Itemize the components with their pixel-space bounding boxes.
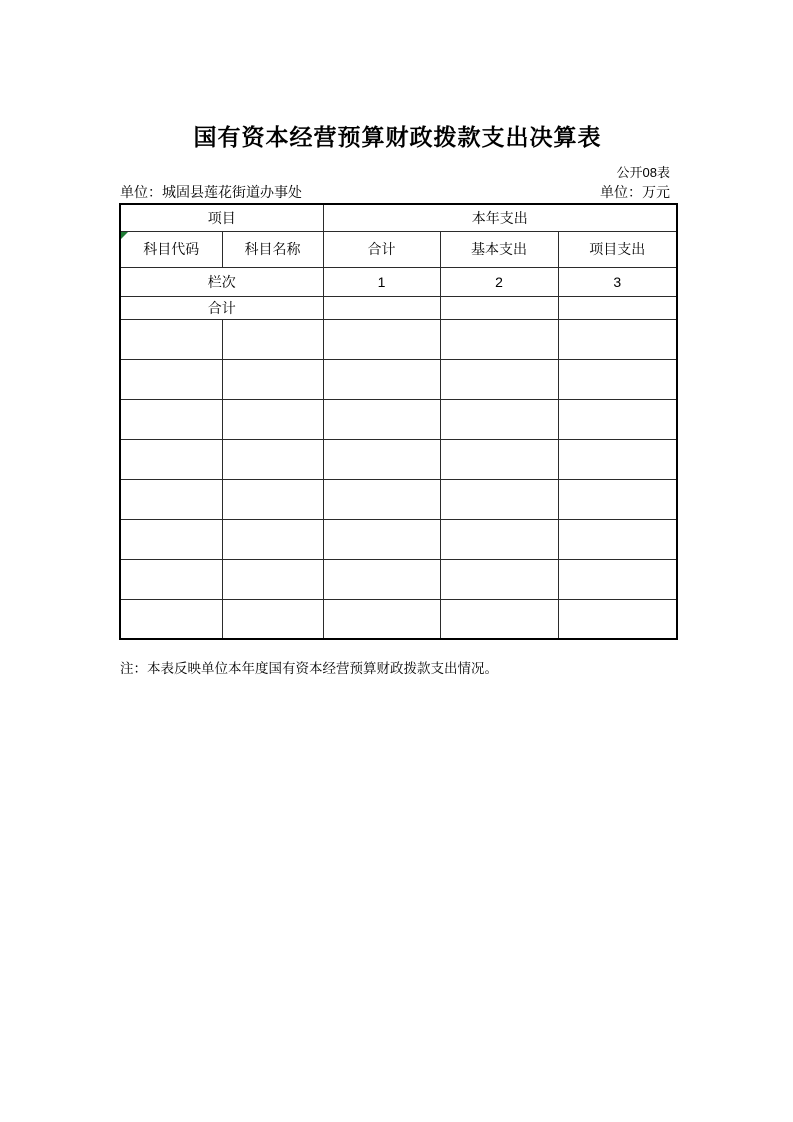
empty-data-row: [120, 359, 677, 399]
empty-cell: [440, 479, 558, 519]
empty-cell: [440, 319, 558, 359]
empty-data-row: [120, 559, 677, 599]
empty-data-row: [120, 439, 677, 479]
empty-cell: [222, 359, 323, 399]
empty-cell: [120, 439, 222, 479]
header-basic-expenditure: 基本支出: [440, 231, 558, 267]
empty-cell: [558, 359, 677, 399]
empty-cell: [323, 359, 440, 399]
unit-name: 单位：城固县莲花街道办事处: [120, 184, 302, 200]
empty-cell: [440, 559, 558, 599]
empty-cell: [222, 319, 323, 359]
empty-cell: [222, 439, 323, 479]
empty-cell: [323, 319, 440, 359]
empty-cell: [558, 519, 677, 559]
empty-cell: [120, 399, 222, 439]
empty-data-row: [120, 399, 677, 439]
group-header-current-year: 本年支出: [323, 204, 677, 231]
header-subject-name: 科目名称: [222, 231, 323, 267]
empty-cell: [120, 319, 222, 359]
empty-cell: [222, 399, 323, 439]
empty-data-row: [120, 479, 677, 519]
empty-cell: [222, 479, 323, 519]
empty-cell: [323, 519, 440, 559]
index-col-2: 2: [440, 267, 558, 296]
header-subject-code-label: 科目代码: [143, 241, 200, 257]
unit-currency: 单位：万元: [600, 184, 670, 200]
header-total: 合计: [323, 231, 440, 267]
empty-cell: [323, 559, 440, 599]
empty-cell: [120, 559, 222, 599]
empty-cell: [440, 399, 558, 439]
empty-data-row: [120, 599, 677, 639]
empty-cell: [222, 599, 323, 639]
empty-cell: [558, 559, 677, 599]
column-index-row: [120, 267, 677, 296]
index-col-1: 1: [323, 267, 440, 296]
expenditure-table: [119, 203, 678, 640]
total-value-cell: [440, 296, 558, 319]
table-tag: 公开08表: [616, 165, 670, 180]
empty-cell: [120, 599, 222, 639]
header-subject-code: [120, 231, 222, 267]
column-header-row: [120, 231, 677, 267]
empty-cell: [222, 519, 323, 559]
table-footnote: 注：本表反映单位本年度国有资本经营预算财政拨款支出情况。: [120, 661, 498, 676]
index-row-label: 栏次: [120, 267, 323, 296]
empty-cell: [323, 599, 440, 639]
empty-cell: [120, 519, 222, 559]
empty-cell: [323, 479, 440, 519]
empty-cell: [323, 399, 440, 439]
empty-cell: [222, 559, 323, 599]
empty-cell: [440, 599, 558, 639]
empty-cell: [323, 439, 440, 479]
empty-data-row: [120, 319, 677, 359]
empty-cell: [558, 399, 677, 439]
empty-cell: [558, 439, 677, 479]
green-triangle-icon: [121, 232, 128, 239]
total-row-label: 合计: [120, 296, 323, 319]
empty-cell: [120, 479, 222, 519]
empty-cell: [120, 359, 222, 399]
empty-cell: [440, 519, 558, 559]
total-value-cell: [558, 296, 677, 319]
unit-line: [120, 182, 670, 202]
empty-data-row: [120, 519, 677, 559]
empty-cell: [558, 599, 677, 639]
empty-cell: [440, 439, 558, 479]
page-title: 国有资本经营预算财政拨款支出决算表: [193, 124, 602, 150]
total-value-cell: [323, 296, 440, 319]
group-header-item: 项目: [120, 204, 323, 231]
group-header-row: [120, 204, 677, 231]
index-col-3: 3: [558, 267, 677, 296]
empty-cell: [440, 359, 558, 399]
empty-cell: [558, 479, 677, 519]
empty-cell: [558, 319, 677, 359]
total-row: [120, 296, 677, 319]
header-project-expenditure: 项目支出: [558, 231, 677, 267]
